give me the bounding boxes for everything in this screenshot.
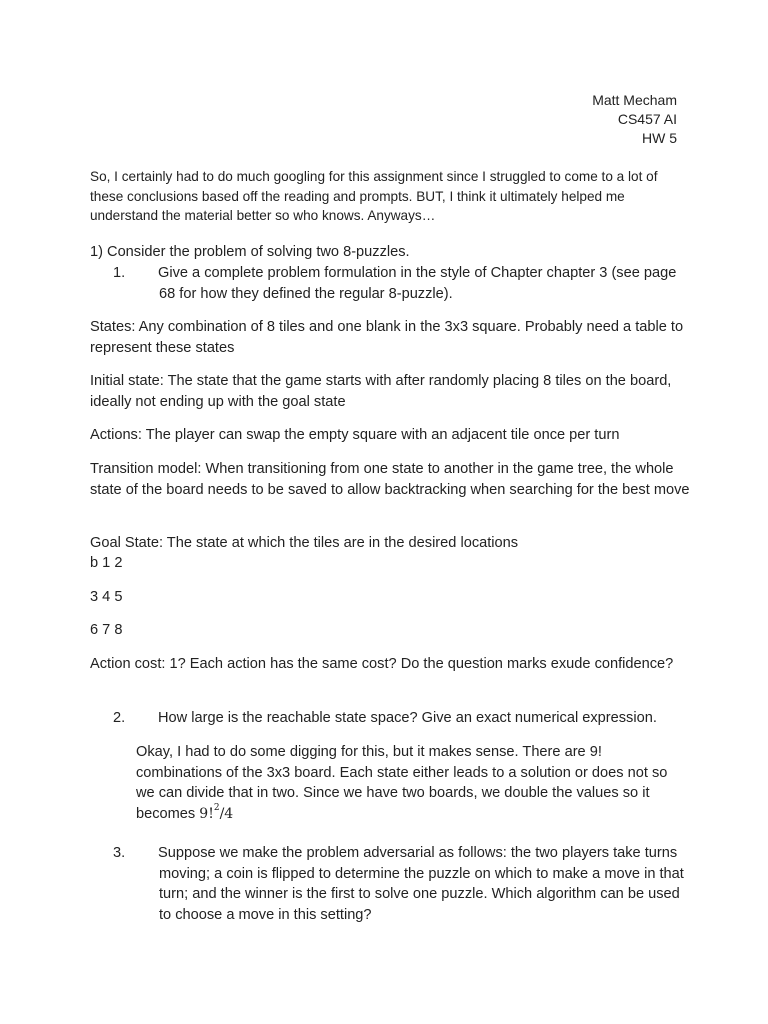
- initial-state-paragraph: Initial state: The state that the game starts with after randomly placing 8 tiles on the board, ideally not ending up with the goal state: [90, 373, 672, 410]
- transition-model-paragraph: Transition model: When transitioning from one state to another in the game tree, the whole state of the board needs to be saved to allow backtracking when searching for the best move: [90, 461, 690, 498]
- intro-paragraph: So, I certainly had to do much googling for this assignment since I struggled to come to a lot of these conclusions based off the reading and prompts. BUT, I think it ultimately helped me understand the material better so who knows. Anyways…: [90, 169, 658, 223]
- course-name: CS457 AI: [617, 111, 677, 127]
- subitem-number: 1.: [113, 265, 126, 281]
- goal-grid-row-2: 3 4 5: [90, 589, 123, 605]
- expression-base: 9!: [199, 805, 214, 822]
- action-cost-paragraph: Action cost: 1? Each action has the same cost? Do the question marks exude confidence?: [90, 656, 674, 672]
- answer-text: Okay, I had to do some digging for this, but it makes sense. There are 9! combinations of the 3x3 board. Each state either leads to a solution or does not so we can divide that in two. Since we have two boards, we double the values so it becomes: [136, 744, 668, 822]
- assignment-name: HW 5: [642, 130, 677, 146]
- question-3: [113, 843, 689, 925]
- subitem-text: Give a complete problem formulation in the style of Chapter chapter 3 (see page 68 for how they defined the regular 8-puzzle).: [158, 265, 677, 302]
- actions-paragraph: Actions: The player can swap the empty square with an adjacent tile once per turn: [90, 427, 620, 443]
- author-name: Matt Mecham: [592, 92, 677, 108]
- goal-grid-row-1: b 1 2: [90, 555, 123, 571]
- question-1-subitem-1: [113, 263, 689, 304]
- state-space-expression: [199, 802, 234, 822]
- states-paragraph: States: Any combination of 8 tiles and one blank in the 3x3 square. Probably need a table to represent these states: [90, 319, 684, 356]
- goal-grid-row-3: 6 7 8: [90, 622, 123, 638]
- question-1-heading: 1) Consider the problem of solving two 8-puzzles.: [90, 244, 410, 260]
- expression-divisor: /4: [219, 805, 234, 822]
- question-number: 2.: [113, 710, 126, 726]
- document-header: [592, 91, 677, 148]
- question-2: [113, 708, 699, 729]
- question-text: Suppose we make the problem adversarial as follows: the two players take turns moving; a coin is flipped to determine the puzzle on which to make a move in that turn; and the winner is the first to solve one puzzle. Which algorithm can be used to choose a move in this setting?: [158, 845, 684, 923]
- question-2-answer: [136, 742, 676, 824]
- question-text: How large is the reachable state space? Give an exact numerical expression.: [158, 710, 657, 726]
- question-number: 3.: [113, 845, 126, 861]
- expression-exponent: 2: [213, 802, 220, 813]
- goal-state-paragraph: Goal State: The state at which the tiles are in the desired locations: [90, 535, 519, 551]
